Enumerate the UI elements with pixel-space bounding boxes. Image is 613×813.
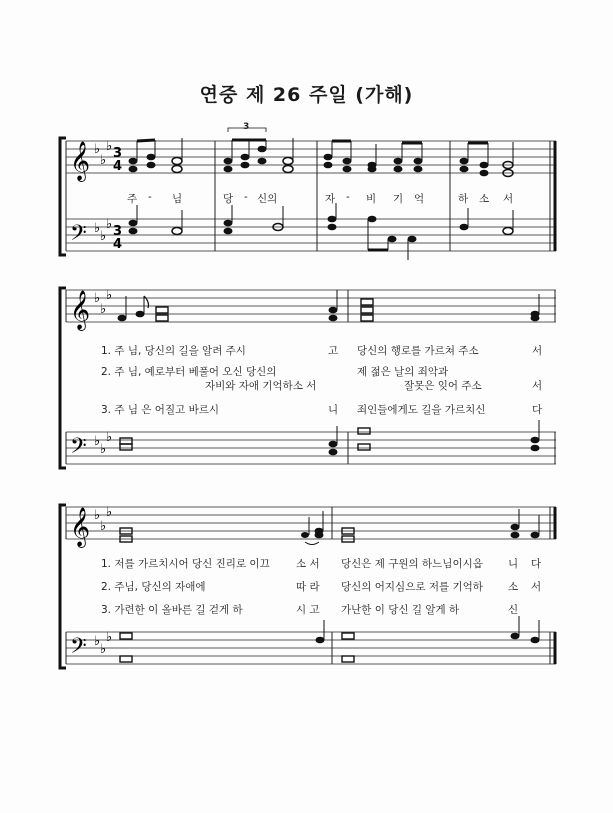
bass-clef-icon: 𝄢 xyxy=(70,434,87,464)
tuplet-marker: 3 xyxy=(243,122,250,132)
verse-line: 서 xyxy=(531,581,542,593)
lyric-syllable: - xyxy=(244,191,248,203)
flat-icon: ♭ xyxy=(94,142,101,157)
flat-icon: ♭ xyxy=(100,153,107,168)
lyric-syllable: 당 xyxy=(223,193,234,205)
lyric-syllable: - xyxy=(148,191,152,203)
refrain-treble-notes xyxy=(129,128,514,177)
system-bracket xyxy=(60,505,66,668)
verse-line: 1. 저를 가르치시어 당신 진리로 이끄 xyxy=(101,558,270,570)
verse-line: 따 라 xyxy=(296,581,320,593)
treble-clef-icon: 𝄞 xyxy=(70,290,91,330)
flat-icon: ♭ xyxy=(106,217,113,232)
lyric-syllable: 비 xyxy=(366,193,377,205)
lyric-syllable: 기 xyxy=(393,193,404,205)
flat-icon: ♭ xyxy=(100,442,107,457)
verse1-bass-notes xyxy=(120,420,540,455)
verse1-bass-staff xyxy=(66,432,556,464)
verse-line: 2. 주님, 당신의 자애에 xyxy=(101,581,206,593)
treble-clef-icon: 𝄞 xyxy=(70,141,91,181)
flat-icon: ♭ xyxy=(94,508,101,523)
lyric-syllable: 님 xyxy=(172,193,183,205)
flat-icon: ♭ xyxy=(100,519,107,534)
time-signature: 3 xyxy=(113,146,123,161)
flat-icon: ♭ xyxy=(106,430,113,445)
verse-line: 3. 가련한 이 올바른 길 걷게 하 xyxy=(101,604,243,616)
time-signature: 4 xyxy=(113,237,123,252)
flat-icon: ♭ xyxy=(106,630,113,645)
lyric-syllable: 자 xyxy=(325,193,336,205)
flat-icon: ♭ xyxy=(94,291,101,306)
treble-clef-icon: 𝄞 xyxy=(70,507,91,547)
verse-line: 자비와 자애 기억하소 서 xyxy=(205,380,317,392)
lyric-syllable: 억 xyxy=(414,193,425,205)
verse-line: 니 xyxy=(328,404,339,416)
verse-line: 1. 주 님, 당신의 길을 알려 주시 xyxy=(101,345,246,357)
time-signature: 3 xyxy=(113,224,123,239)
verse-line: 3. 주 님 은 어질고 바르시 xyxy=(101,404,219,416)
verse-line: 다 xyxy=(531,558,542,570)
lyric-syllable: 주 xyxy=(127,193,138,205)
verse-line: 당신의 행로를 가르쳐 주소 xyxy=(357,345,479,357)
flat-icon: ♭ xyxy=(94,634,101,649)
time-signature: 4 xyxy=(113,159,123,174)
flat-icon: ♭ xyxy=(100,229,107,244)
verse-line: 신 xyxy=(508,604,519,616)
verse-line: 잘못은 잊어 주소 xyxy=(404,380,482,392)
refrain-bass-notes xyxy=(129,203,514,260)
flat-icon: ♭ xyxy=(100,302,107,317)
lyric-syllable: 소 xyxy=(479,193,490,205)
lyric-syllable: 서 xyxy=(503,193,514,205)
verse-line: 서 xyxy=(532,345,543,357)
verse-line: 제 젊은 날의 죄악과 xyxy=(357,366,449,378)
flat-icon: ♭ xyxy=(106,139,113,154)
flat-icon: ♭ xyxy=(94,434,101,449)
verse-line: 당신의 어지심으로 저를 기억하 xyxy=(341,581,483,593)
verse2-bass-staff xyxy=(66,632,556,664)
verse-line: 소 서 xyxy=(296,558,320,570)
page-title: 연중 제 26 주일 (가해) xyxy=(199,84,414,106)
lyric-syllable: 신의 xyxy=(257,193,278,205)
verse-line: 고 xyxy=(328,345,339,357)
verse2-treble-staff xyxy=(66,507,556,539)
verse-line: 서 xyxy=(532,380,543,392)
verse-line: 소 xyxy=(508,581,519,593)
system-bracket xyxy=(60,288,66,468)
verse-line: 당신은 제 구원의 하느님이시옵 xyxy=(341,558,483,570)
verse-line: 다 xyxy=(532,404,543,416)
bass-clef-icon: 𝄢 xyxy=(70,634,87,664)
flat-icon: ♭ xyxy=(100,642,107,657)
refrain-bass-staff xyxy=(66,219,556,251)
system-bracket xyxy=(60,138,66,255)
verse-line: 죄인들에게도 길을 가르치신 xyxy=(357,404,486,416)
flat-icon: ♭ xyxy=(106,288,113,303)
verse-line: 2. 주 님, 예로부터 베풀어 오신 당신의 xyxy=(101,366,277,378)
refrain-treble-staff xyxy=(66,141,556,173)
flat-icon: ♭ xyxy=(106,505,113,520)
verse-line: 니 xyxy=(508,558,519,570)
lyric-syllable: - xyxy=(346,191,350,203)
verse-line: 시 고 xyxy=(296,604,320,616)
verse-line: 가난한 이 당신 길 알게 하 xyxy=(341,604,460,616)
verse2-bass-notes xyxy=(120,616,540,662)
flat-icon: ♭ xyxy=(94,221,101,236)
bass-clef-icon: 𝄢 xyxy=(70,221,87,251)
lyric-syllable: 하 xyxy=(458,193,469,205)
